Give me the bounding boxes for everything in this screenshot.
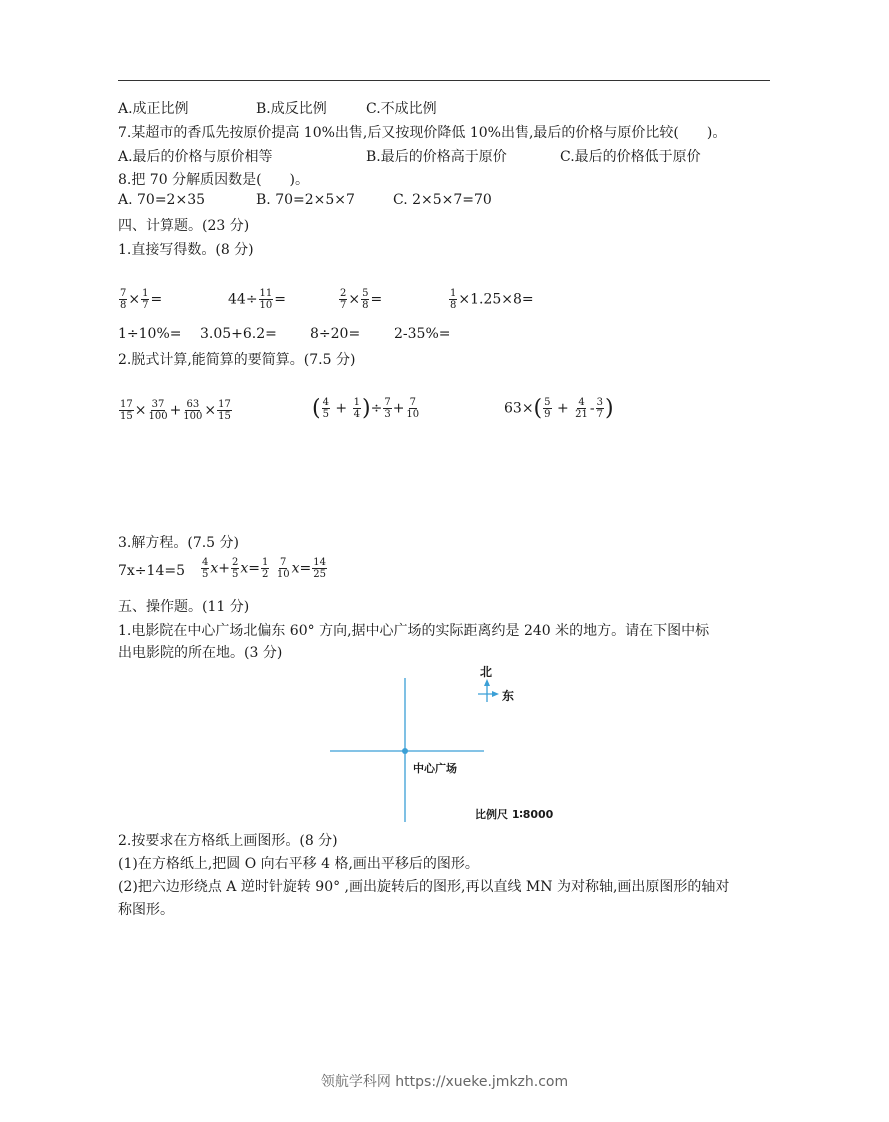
operation-q2-part2-line1: (2)把六边形绕点 A 逆时针旋转 90° ,画出旋转后的图形,再以直线 MN 为对称轴,画出原图形的轴对: [118, 879, 730, 895]
q7-option-c: C.最后的价格低于原价: [560, 149, 701, 165]
oral-calc-1: $\frac{7}{8}$ × $\frac{1}{7}$ =: [120, 288, 163, 311]
q8-stem: 8.把 70 分解质因数是( )。: [118, 172, 309, 188]
q7-option-b: B.最后的价格高于原价: [366, 149, 507, 165]
oral-calc-3: $\frac{2}{7}$ × $\frac{5}{8}$ =: [340, 288, 383, 311]
calc-part3-title: 3.解方程。(7.5 分): [118, 535, 239, 551]
section5-title: 五、操作题。(11 分): [118, 599, 250, 615]
operation-q1-line2: 出电影院的所在地。(3 分): [118, 645, 283, 661]
oral-calc-7: 8÷20=: [310, 326, 361, 342]
top-rule: [118, 80, 770, 81]
q6-option-b: B.成反比例: [256, 101, 327, 117]
north-arrow-head: [484, 679, 490, 686]
step-calc-3: 63×( $\frac{5}{9}$ + $\frac{4}{21}$ - $\frac{3}{7}$ ): [504, 396, 614, 421]
q7-stem: 7.某超市的香瓜先按原价提高 10%出售,后又按现价降低 10%出售,最后的价格与原价比较( )。: [118, 125, 727, 141]
operation-q2-part2-line2: 称图形。: [118, 902, 174, 918]
east-arrow-head: [492, 691, 499, 697]
oral-calc-5: 1÷10%=: [118, 326, 182, 342]
q7-option-a: A.最后的价格与原价相等: [118, 149, 273, 165]
oral-calc-4: $\frac{1}{8}$ ×1.25×8=: [450, 288, 534, 311]
north-label: 北: [480, 665, 493, 679]
oral-calc-2: 44÷ $\frac{11}{10}$ =: [228, 288, 287, 311]
operation-q2-part1: (1)在方格纸上,把圆 O 向右平移 4 格,画出平移后的图形。: [118, 856, 479, 872]
calc-part1-title: 1.直接写得数。(8 分): [118, 242, 254, 258]
step-calc-1: $\frac{17}{15}$ × $\frac{37}{100}$ + $\frac{63}{100}$ × $\frac{17}{15}$: [120, 399, 231, 422]
center-plaza-label: 中心广场: [413, 762, 457, 775]
operation-q2-title: 2.按要求在方格纸上画图形。(8 分): [118, 833, 338, 849]
equation-1: 7x÷14=5: [118, 563, 185, 579]
q6-option-c: C.不成比例: [366, 101, 437, 117]
q8-option-b: B. 70=2×5×7: [256, 192, 355, 208]
oral-calc-8: 2-35%=: [394, 326, 451, 342]
scale-label: 比例尺 1∶8000: [475, 808, 554, 821]
footer-watermark: 领航学科网 https://xueke.jmkzh.com: [320, 1074, 569, 1090]
q8-option-a: A. 70=2×35: [118, 192, 206, 208]
oral-calc-6: 3.05+6.2=: [200, 326, 277, 342]
east-label: 东: [502, 689, 515, 703]
calc-part2-title: 2.脱式计算,能简算的要简算。(7.5 分): [118, 352, 356, 368]
center-point: [402, 748, 408, 754]
equation-2: $\frac{4}{5}$ x+ $\frac{2}{5}$ x= $\frac{1}{2}$ $\frac{7}{10}$ x= $\frac{14}{25}$: [202, 557, 326, 580]
operation-q1-line1: 1.电影院在中心广场北偏东 60° 方向,据中心广场的实际距离约是 240 米的地方。请在下图中标: [118, 623, 710, 639]
section4-title: 四、计算题。(23 分): [118, 218, 250, 234]
q6-option-a: A.成正比例: [118, 101, 189, 117]
step-calc-2: ( $\frac{4}{5}$ + $\frac{1}{4}$ )÷ $\frac{7}{3}$ + $\frac{7}{10}$: [312, 396, 420, 421]
q8-option-c: C. 2×5×7=70: [393, 192, 492, 208]
